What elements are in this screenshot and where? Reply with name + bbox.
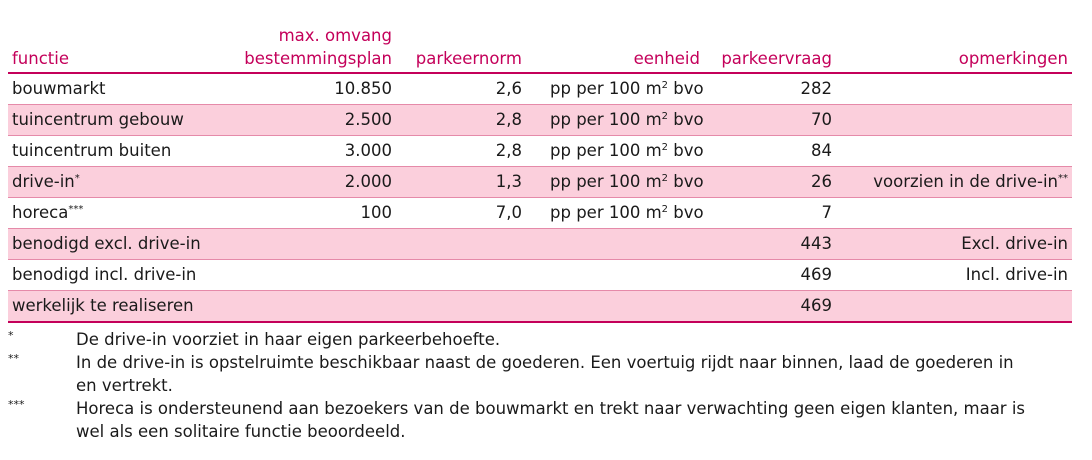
cell-parkeernorm: 7,0 (396, 198, 526, 229)
cell-eenheid: pp per 100 $m^2$ bvo (526, 105, 704, 136)
header-functie: functie (8, 0, 234, 73)
cell-functie: drive-in* (8, 167, 234, 198)
cell-total-vraag: 469 (704, 260, 836, 291)
cell-parkeernorm: 2,6 (396, 73, 526, 105)
table-row (8, 198, 1072, 229)
table-row (8, 73, 1072, 105)
cell-total-opmerking: Excl. drive-in (836, 229, 1072, 260)
table-header-row (8, 0, 1072, 73)
cell-functie: tuincentrum gebouw (8, 105, 234, 136)
footnote (8, 351, 1072, 397)
cell-total-vraag: 469 (704, 291, 836, 323)
cell-opmerking (836, 105, 1072, 136)
footnotes (8, 328, 1072, 443)
table-row (8, 136, 1072, 167)
cell-functie: horeca*** (8, 198, 234, 229)
cell-parkeervraag: 7 (704, 198, 836, 229)
cell-parkeernorm: 2,8 (396, 136, 526, 167)
cell-total-label: werkelijk te realiseren (8, 291, 396, 323)
cell-parkeernorm: 2,8 (396, 105, 526, 136)
cell-total-vraag: 443 (704, 229, 836, 260)
footnote (8, 328, 1072, 351)
header-parkeervraag: parkeervraag (704, 0, 836, 73)
cell-parkeervraag: 70 (704, 105, 836, 136)
footnote-mark: *** (8, 398, 25, 411)
cell-parkeervraag: 282 (704, 73, 836, 105)
cell-parkeernorm: 1,3 (396, 167, 526, 198)
header-omvang (234, 0, 396, 73)
header-omvang-line1: max. omvang (278, 26, 392, 45)
cell-omvang: 2.500 (234, 105, 396, 136)
cell-eenheid: pp per 100 $m^2$ bvo (526, 167, 704, 198)
footnote-text: De drive-in voorziet in haar eigen parkeerbehoefte. (76, 330, 501, 349)
cell-omvang: 10.850 (234, 73, 396, 105)
footnote-mark: * (8, 329, 14, 342)
parking-table-container (8, 0, 1072, 323)
cell-opmerking (836, 136, 1072, 167)
header-parkeernorm: parkeernorm (396, 0, 526, 73)
cell-parkeervraag: 26 (704, 167, 836, 198)
totals-row (8, 260, 1072, 291)
cell-total-opmerking (836, 291, 1072, 323)
cell-omvang: 2.000 (234, 167, 396, 198)
footnote-text: Horeca is ondersteunend aan bezoekers van de bouwmarkt en trekt naar verwachting geen eigen klanten, maar is wel als een solitaire functie beoordeeld. (76, 399, 1026, 441)
cell-functie: bouwmarkt (8, 73, 234, 105)
cell-eenheid: pp per 100 $m^2$ bvo (526, 73, 704, 105)
header-opmerkingen: opmerkingen (836, 0, 1072, 73)
cell-opmerking (836, 73, 1072, 105)
cell-eenheid: pp per 100 $m^2$ bvo (526, 198, 704, 229)
cell-opmerking (836, 198, 1072, 229)
footnote-text: In de drive-in is opstelruimte beschikbaar naast de goederen. Een voertuig rijdt naar binnen, laad de goederen in en vertrekt. (76, 353, 1014, 395)
cell-omvang: 3.000 (234, 136, 396, 167)
header-eenheid: eenheid (526, 0, 704, 73)
cell-eenheid: pp per 100 $m^2$ bvo (526, 136, 704, 167)
cell-total-label: benodigd excl. drive-in (8, 229, 396, 260)
cell-omvang: 100 (234, 198, 396, 229)
cell-opmerking: voorzien in de drive-in** (836, 167, 1072, 198)
totals-row (8, 229, 1072, 260)
parking-demand-table (8, 0, 1072, 323)
cell-total-opmerking: Incl. drive-in (836, 260, 1072, 291)
totals-row (8, 291, 1072, 323)
footnote-mark: ** (8, 352, 19, 365)
cell-parkeervraag: 84 (704, 136, 836, 167)
table-row (8, 167, 1072, 198)
footnote (8, 397, 1072, 443)
table-row (8, 105, 1072, 136)
cell-functie: tuincentrum buiten (8, 136, 234, 167)
cell-total-label: benodigd incl. drive-in (8, 260, 396, 291)
header-omvang-line2: bestemmingsplan (244, 49, 392, 68)
